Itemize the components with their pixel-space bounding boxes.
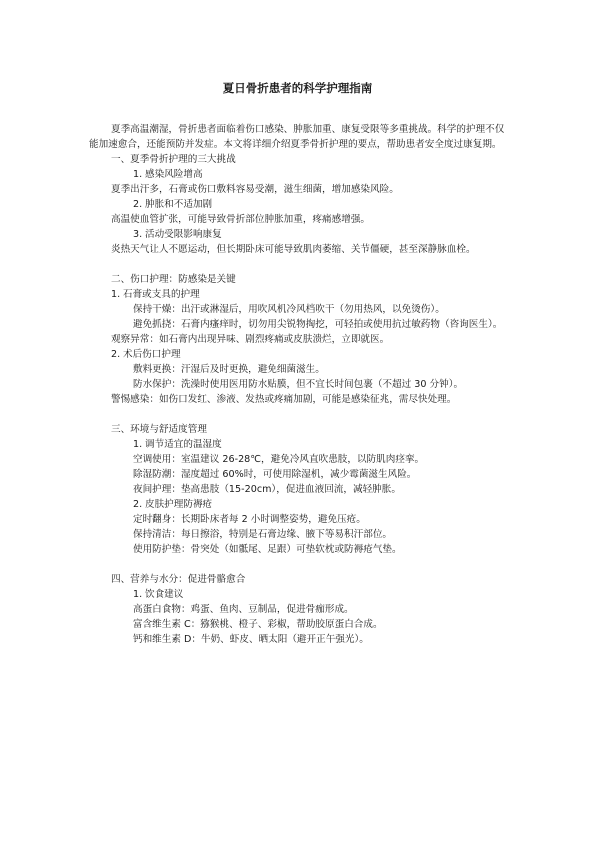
- section-2-item-2-point-c: 警惕感染：如伤口发红、渗液、发热或疼痛加剧，可能是感染征兆，需尽快处理。: [111, 394, 457, 405]
- item-title: 肿胀和不适加剧: [145, 199, 213, 210]
- item-title: 饮食建议: [145, 589, 184, 600]
- section-2-item-2-point-a: 敷料更换：汗湿后及时更换，避免细菌滋生。: [133, 364, 325, 375]
- intro-paragraph: 夏季高温潮湿，骨折患者面临着伤口感染、肿胀加重、康复受限等多重挑战。科学的护理不仅能加速愈合，还能预防并发症。本文将详细介绍夏季骨折护理的要点，帮助患者安全度过康复期。: [89, 124, 505, 150]
- section-3-item-2-title: [89, 497, 511, 512]
- section-2-item-2-title: [89, 347, 511, 362]
- item-title: 调节适宜的温湿度: [145, 439, 222, 450]
- item-number: 2.: [133, 499, 143, 510]
- item-number: 2.: [111, 349, 121, 360]
- section-3-item-1-title: [89, 437, 511, 452]
- section-4-item-1-point-b: 富含维生素 C：猕猴桃、橙子、彩椒，帮助胶原蛋白合成。: [133, 619, 383, 630]
- section-3-item-2-point-a: 定时翻身：长期卧床者每 2 小时调整姿势，避免压疮。: [133, 514, 366, 525]
- section-2-item-1-point-b: 避免抓挠：石膏内瘙痒时，切勿用尖锐物掏挖，可轻拍或使用抗过敏药物（咨询医生）。: [133, 319, 503, 330]
- item-title: 活动受限影响康复: [145, 229, 222, 240]
- item-number: 1.: [133, 589, 143, 600]
- document-body: [89, 122, 511, 647]
- section-1-item-1-text: 夏季出汗多，石膏或伤口敷料容易受潮，滋生细菌，增加感染风险。: [111, 184, 399, 195]
- section-3-item-2-point-c: 使用防护垫：骨突处（如骶尾、足跟）可垫软枕或防褥疮气垫。: [133, 544, 402, 555]
- section-2-item-1-title: [89, 287, 511, 302]
- section-3-item-2-point-b: 保持清洁：每日擦浴，特别是石膏边缘、腋下等易积汗部位。: [133, 529, 393, 540]
- item-number: 1.: [133, 439, 143, 450]
- section-2-heading: 二、伤口护理：防感染是关键: [111, 274, 236, 285]
- section-3-item-1-point-b: 除湿防潮：湿度超过 60%时，可使用除湿机，减少霉菌滋生风险。: [133, 469, 417, 480]
- spacer: [89, 557, 511, 572]
- section-2-item-1-point-a: 保持干燥：出汗或淋湿后，用吹风机冷风档吹干（勿用热风，以免烫伤）。: [133, 304, 445, 315]
- section-4-item-1-point-c: 钙和维生素 D：牛奶、虾皮、晒太阳（避开正午强光）。: [133, 634, 369, 645]
- section-4-item-1-point-a: 高蛋白食物：鸡蛋、鱼肉、豆制品，促进骨痂形成。: [133, 604, 354, 615]
- section-4-heading: 四、营养与水分：促进骨骼愈合: [111, 574, 246, 585]
- item-number: 1.: [133, 169, 143, 180]
- section-1-heading: 一、夏季骨折护理的三大挑战: [111, 154, 236, 165]
- section-1-item-2-title: [89, 197, 511, 212]
- item-number: 2.: [133, 199, 143, 210]
- section-2-item-1-point-c: 观察异常：如石膏内出现异味、剧烈疼痛或皮肤溃烂，立即就医。: [111, 334, 390, 345]
- page-title: 夏日骨折患者的科学护理指南: [222, 81, 373, 95]
- spacer: [89, 257, 511, 272]
- item-title: 皮肤护理防褥疮: [145, 499, 213, 510]
- spacer: [89, 407, 511, 422]
- section-1-item-2-text: 高温使血管扩张，可能导致骨折部位肿胀加重，疼痛感增强。: [111, 214, 371, 225]
- section-4-item-1-title: [89, 587, 511, 602]
- section-3-item-1-point-a: 空调使用：室温建议 26-28℃，避免冷风直吹患肢，以防肌肉痉挛。: [133, 454, 425, 465]
- section-3-heading: 三、环境与舒适度管理: [111, 424, 207, 435]
- section-1-item-1-title: [89, 167, 511, 182]
- item-title: 术后伤口护理: [123, 349, 181, 360]
- item-title: 石膏或支具的护理: [123, 289, 200, 300]
- section-1-item-3-text: 炎热天气让人不愿运动，但长期卧床可能导致肌肉萎缩、关节僵硬，甚至深静脉血栓。: [111, 244, 476, 255]
- item-title: 感染风险增高: [145, 169, 203, 180]
- item-number: 1.: [111, 289, 121, 300]
- section-2-item-2-point-b: 防水保护：洗澡时使用医用防水贴膜，但不宜长时间包裹（不超过 30 分钟）。: [133, 379, 464, 390]
- section-1-item-3-title: [89, 227, 511, 242]
- section-3-item-1-point-c: 夜间护理：垫高患肢（15-20cm），促进血液回流，减轻肿胀。: [133, 484, 401, 495]
- item-number: 3.: [133, 229, 143, 240]
